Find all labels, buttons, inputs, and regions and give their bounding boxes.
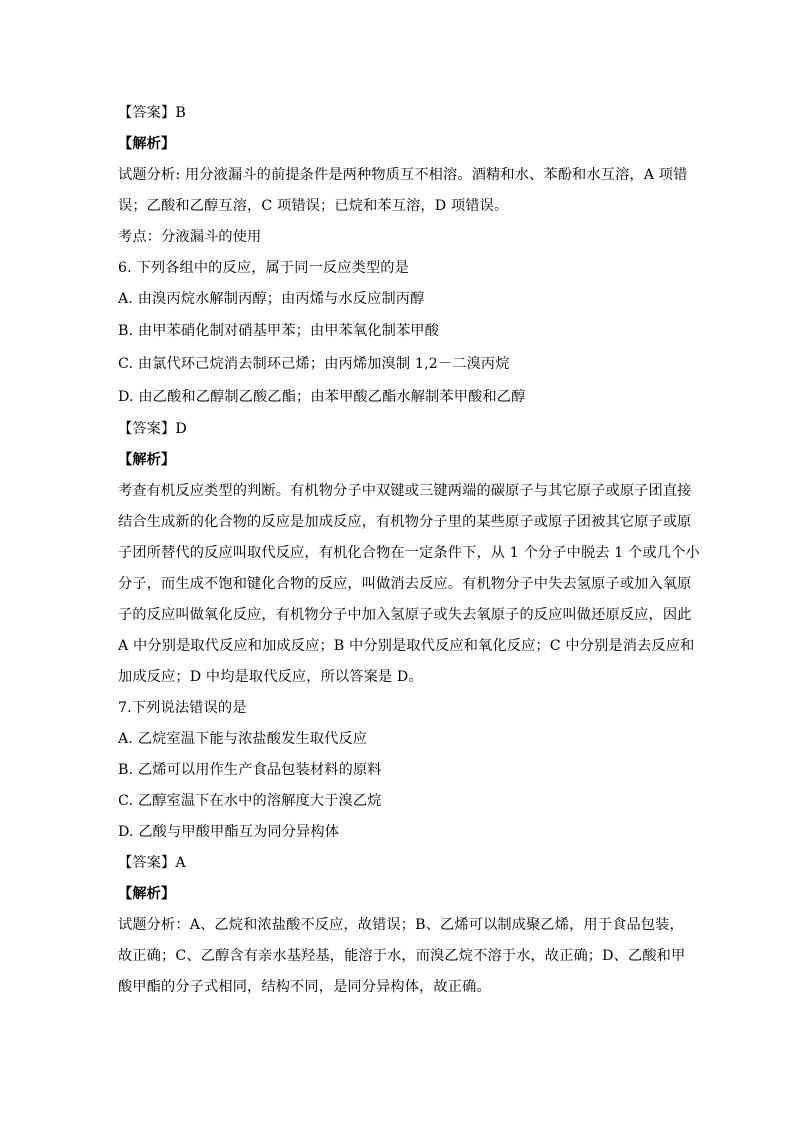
q6-option-b: B. 由甲苯硝化制对硝基甲苯；由甲苯氧化制苯甲酸: [118, 323, 439, 339]
q5-analysis-line: 误；乙酸和乙醇互溶，C 项错误；已烷和苯互溶，D 项错误。: [118, 198, 509, 214]
q6-analysis-line: 结合生成新的化合物的反应是加成反应，有机物分子里的某些原子或原子团被其它原子或原: [118, 514, 692, 530]
q7-option-c: C. 乙醇室温下在水中的溶解度大于溴乙烷: [118, 793, 382, 809]
q5-analysis-label: 【解析】: [118, 136, 176, 152]
q6-option-a: A. 由溴丙烷水解制丙醇；由丙烯与水反应制丙醇: [118, 291, 425, 307]
q6-option-c: C. 由氯代环己烷消去制环己烯；由丙烯加溴制 1,2－二溴丙烷: [118, 356, 510, 372]
q6-analysis-line: 考查有机反应类型的判断。有机物分子中双键或三键两端的碳原子与其它原子或原子团直接: [118, 483, 692, 499]
q7-stem: 7.下列说法错误的是: [118, 700, 247, 716]
q6-analysis-line: 加成反应；D 中均是取代反应，所以答案是 D。: [118, 669, 423, 685]
q7-option-a: A. 乙烷室温下能与浓盐酸发生取代反应: [118, 731, 368, 747]
q5-answer: 【答案】B: [118, 105, 186, 121]
q7-option-d: D. 乙酸与甲酸甲酯互为同分异构体: [118, 824, 340, 840]
q6-analysis-line: 子的反应叫做氧化反应，有机物分子中加入氢原子或失去氧原子的反应叫做还原反应，因此: [118, 607, 692, 623]
q7-answer: 【答案】A: [118, 855, 186, 871]
q6-analysis-label: 【解析】: [118, 452, 176, 468]
q5-kaodian: 考点：分液漏斗的使用: [118, 229, 262, 245]
q7-analysis-label: 【解析】: [118, 886, 176, 902]
q6-stem: 6. 下列各组中的反应，属于同一反应类型的是: [118, 260, 409, 276]
q6-analysis-line: 分子，而生成不饱和键化合物的反应，叫做消去反应。有机物分子中失去氢原子或加入氧原: [118, 576, 692, 592]
q6-analysis-line: 子团所替代的反应叫取代反应，有机化合物在一定条件下，从 1 个分子中脱去 1 个或几个小: [118, 545, 700, 561]
q7-analysis-line: 试题分析：A、乙烷和浓盐酸不反应，故错误；B、乙烯可以制成聚乙烯，用于食品包装，: [118, 917, 684, 933]
document-page: [118, 98, 700, 1003]
q7-option-b: B. 乙烯可以用作生产食品包装材料的原料: [118, 762, 382, 778]
q5-analysis-line: 试题分析: 用分液漏斗的前提条件是两种物质互不相溶。酒精和水、苯酚和水互溶，A 项错: [118, 167, 688, 183]
q6-answer: 【答案】D: [118, 421, 187, 437]
q7-analysis-line: 故正确；C、乙醇含有亲水基羟基，能溶于水，而溴乙烷不溶于水，故正确；D、乙酸和甲: [118, 948, 686, 964]
q6-option-d: D. 由乙酸和乙醇制乙酸乙酯；由苯甲酸乙酯水解制苯甲酸和乙醇: [118, 389, 526, 405]
q7-analysis-line: 酸甲酯的分子式相同，结构不同，是同分异构体，故正确。: [118, 979, 491, 995]
q6-analysis-line: A 中分别是取代反应和加成反应；B 中分别是取代反应和氧化反应；C 中分别是消去反应和: [118, 638, 695, 654]
